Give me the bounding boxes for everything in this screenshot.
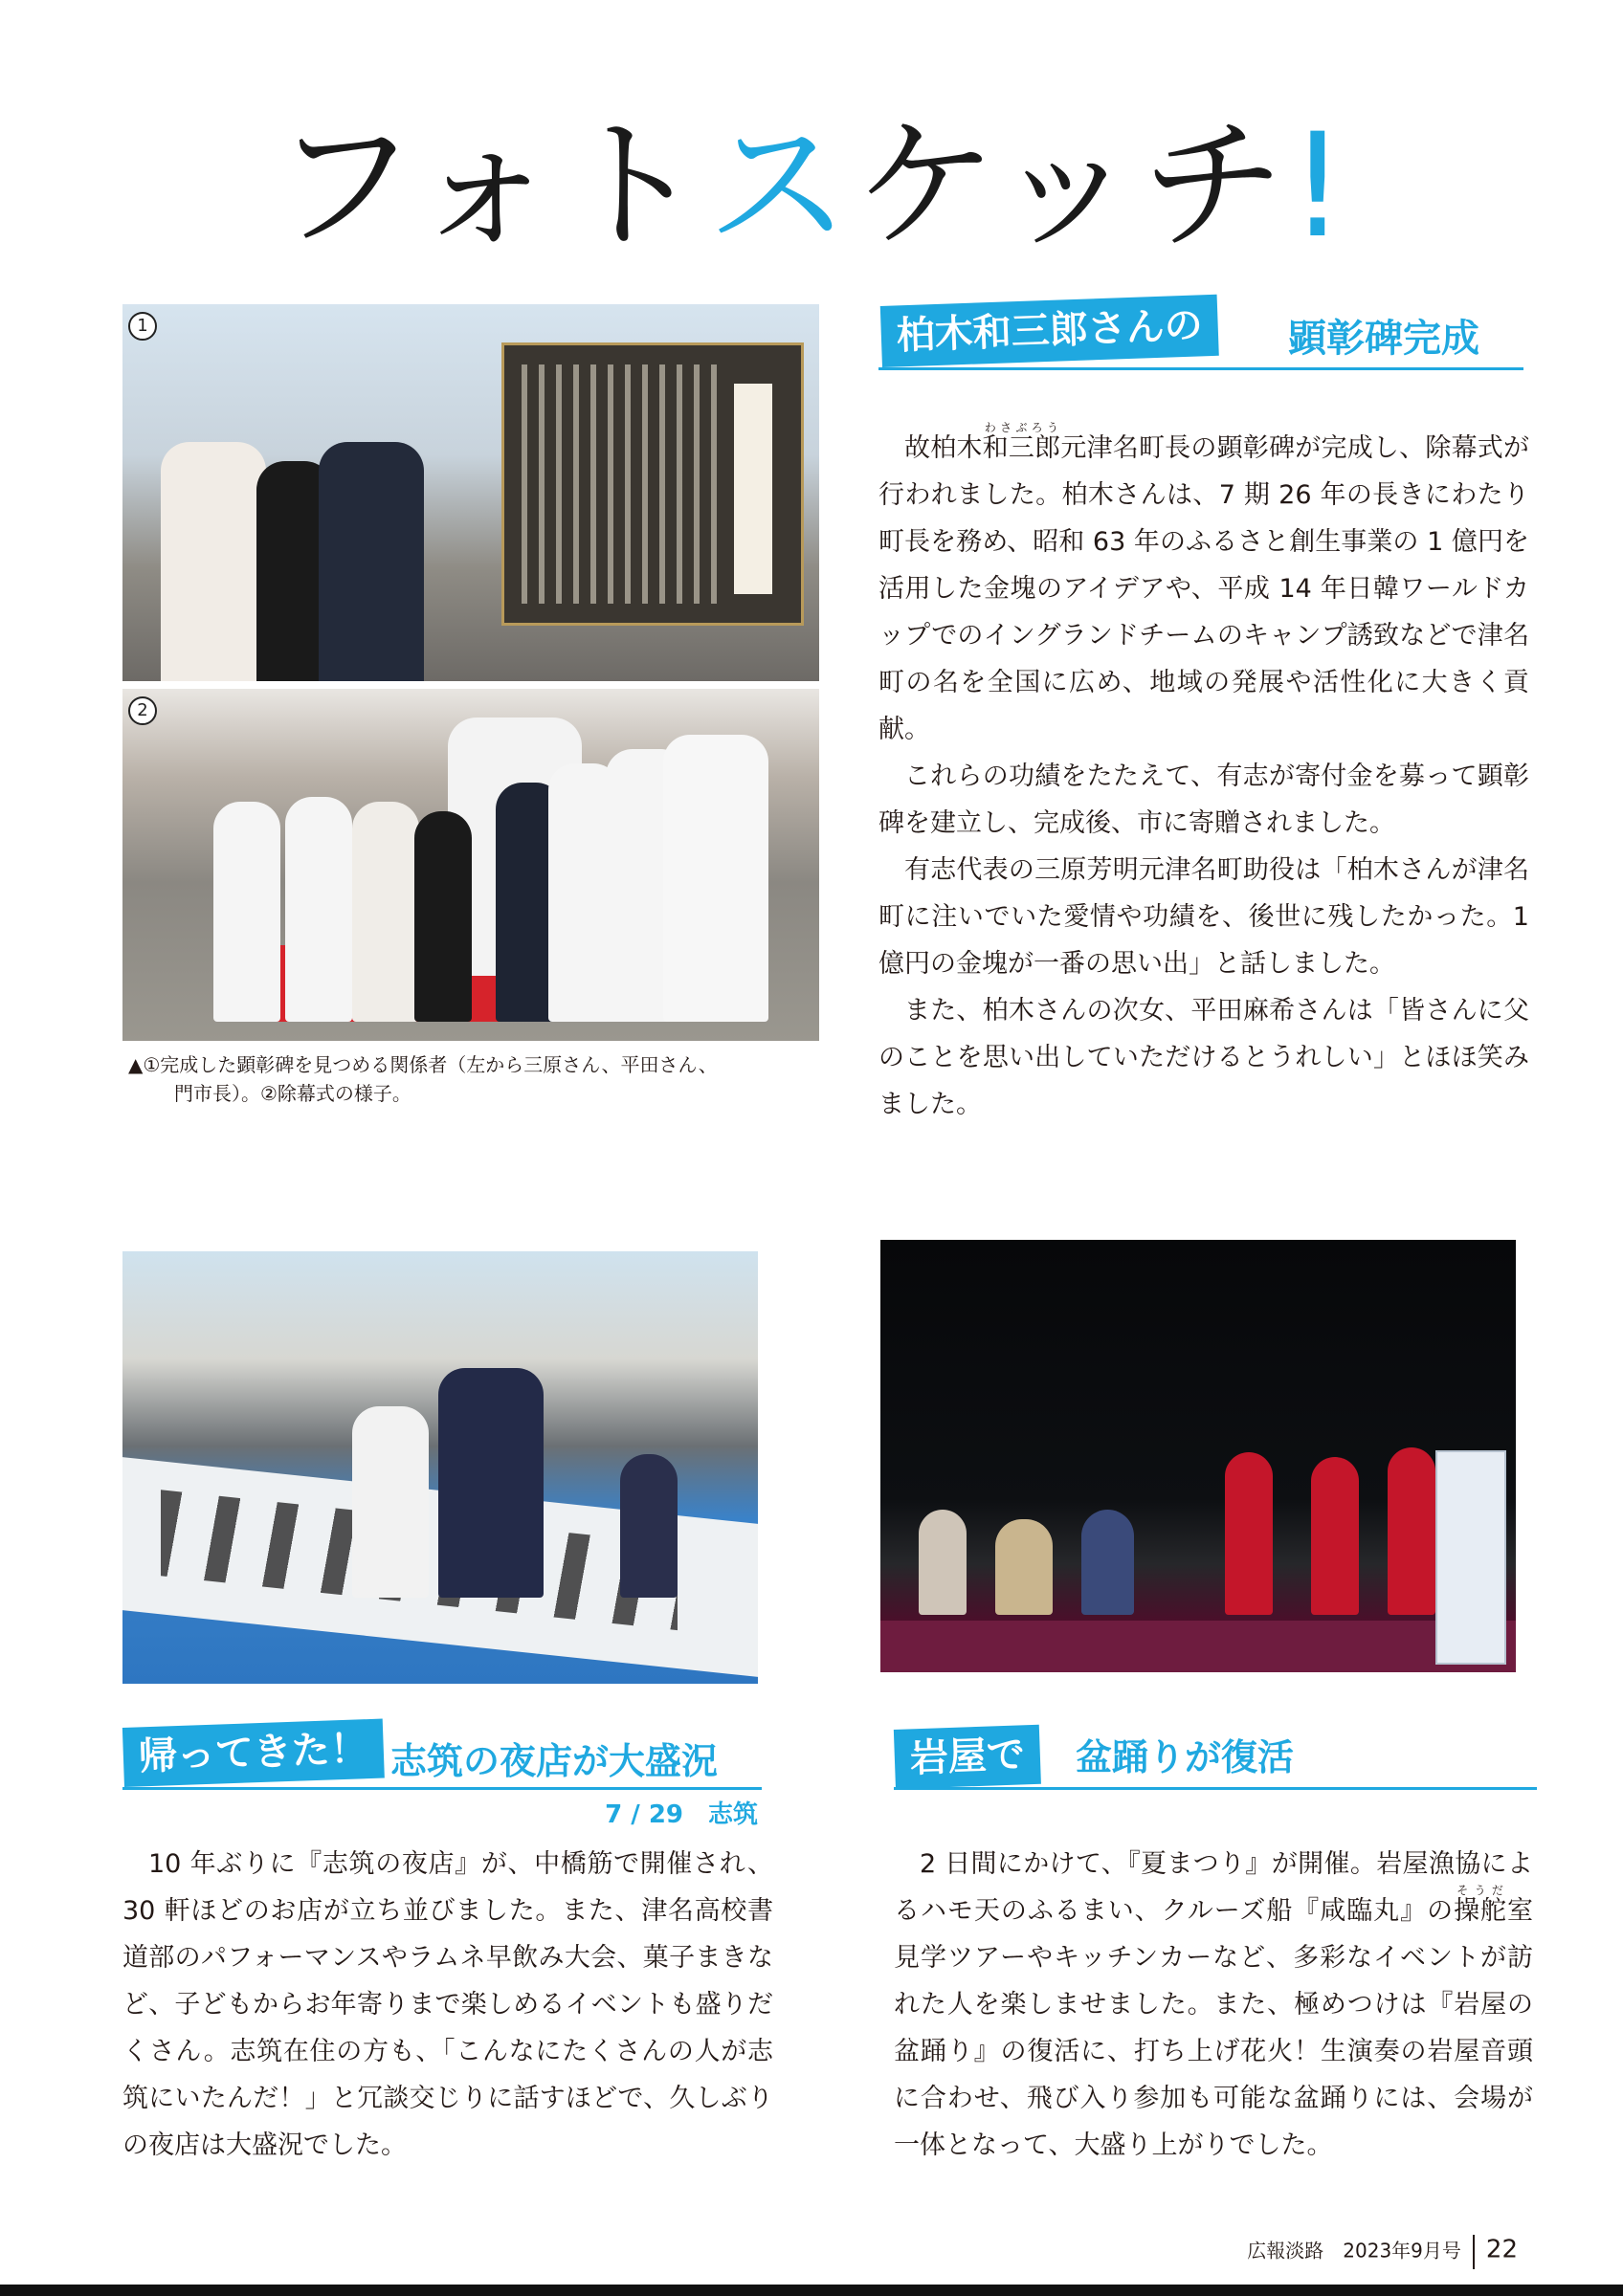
article1-subtitle: 顕彰碑完成 (1288, 317, 1479, 361)
article1-body (878, 421, 1529, 1128)
ruby-wasaburo (982, 421, 1061, 463)
bottom-edge-line (0, 2285, 1623, 2296)
person-figure (213, 802, 280, 1022)
article2-paragraph-1: 10 年ぶりに『志筑の夜店』が、中橋筋で開催され、30 軒ほどのお店が立ち並びました。また、津名高校書道部のパフォーマンスやラムネ早飲み大会、菓子まきなど、子どもからお年寄りまで楽しめるイベントも盛りだくさん。志筑在住の方も、「こんなにたくさんの人が志筑にいたんだ！」と冗談交じりに話すほどで、久しぶりの夜店は大盛況でした。 (122, 1849, 773, 2160)
article2-rule (122, 1787, 762, 1790)
photo-caption (128, 1050, 827, 1108)
stage-banner (1435, 1450, 1506, 1665)
photo-unveiling-ceremony (122, 689, 819, 1041)
photo-bon-odori-stage (880, 1240, 1516, 1672)
title-suffix: ケッチ (854, 103, 1289, 270)
caption-line-2: 門市長）。②除幕式の様子。 (174, 1082, 411, 1105)
title-accent: ス (706, 103, 855, 270)
person-figure (352, 1406, 429, 1598)
person-figure (995, 1519, 1053, 1615)
article3-p1-post: 室見学ツアーやキッチンカーなど、多彩なイベントが訪れた人を楽しませました。また、極めつけは『岩屋の盆踊り』の復活に、打ち上げ花火！生演奏の岩屋音頭に合わせ、飛び入り参加も可能な盆踊りには、会場が一体となって、大盛り上がりでした。 (894, 1896, 1534, 2160)
caption-line-1: ▲①完成した顕彰碑を見つめる関係者（左から三原さん、平田さん、 (128, 1053, 718, 1076)
footer-divider (1473, 2235, 1475, 2269)
person-figure (663, 735, 768, 1022)
ruby-base: 和三郎 (982, 433, 1061, 463)
photo-monument-viewing (122, 304, 819, 681)
title-mark: ! (1288, 103, 1350, 270)
person-figure (438, 1368, 544, 1598)
ruby-text: そうだ (1454, 1884, 1507, 1897)
article2-date: 7 / 29 志筑 (605, 1800, 758, 1829)
person-figure (161, 442, 266, 681)
person-figure (414, 811, 472, 1022)
article2-body (122, 1841, 773, 2169)
ruby-text: わさぶろう (982, 421, 1061, 434)
title-prefix: フォト (273, 103, 707, 270)
article1-paragraph-3: 有志代表の三原芳明元津名町助役は「柏木さんが津名町に注いでいた愛情や功績を、後世に残したかった。1 億円の金塊が一番の思い出」と話しました。 (878, 855, 1529, 979)
article1-p1-pre: 故柏木 (904, 433, 983, 463)
person-figure (319, 442, 424, 681)
stage-skirt (880, 1621, 1516, 1672)
page-title (0, 91, 1623, 282)
person-figure (1081, 1510, 1134, 1615)
person-figure (1388, 1447, 1435, 1615)
page-number: 22 (1485, 2235, 1518, 2264)
article1-paragraph-2: これらの功績をたたえて、有志が寄付金を募って顕彰碑を建立し、完成後、市に寄贈されました。 (878, 762, 1529, 838)
person-figure (620, 1454, 678, 1598)
monument-shape (501, 342, 804, 626)
article1-paragraph-1 (878, 421, 1529, 753)
monument-plaque (734, 384, 772, 594)
article3-paragraph-1 (894, 1841, 1533, 2169)
article1-rule (878, 367, 1523, 370)
photo-calligraphy-performance (122, 1251, 758, 1684)
article2-tag: 帰ってきた！ (122, 1719, 385, 1787)
ruby-base: 操舵 (1454, 1896, 1508, 1926)
article3-tag: 岩屋で (894, 1725, 1041, 1789)
page-footer (1247, 2235, 1518, 2269)
article3-body (894, 1841, 1533, 2169)
person-figure (919, 1510, 967, 1615)
article2-subtitle: 志筑の夜店が大盛況 (390, 1740, 719, 1782)
person-figure (1225, 1452, 1273, 1615)
person-figure (1311, 1457, 1359, 1615)
article3-p1-pre: 2 日間にかけて、『夏まつり』が開催。岩屋漁協によるハモ天のふるまい、クルーズ船『咸臨丸』の (894, 1849, 1533, 1926)
article3-subtitle: 盆踊りが復活 (1076, 1736, 1295, 1778)
article1-paragraph-4: また、柏木さんの次女、平田麻希さんは「皆さんに父のことを思い出していただけるとうれしい」とほほ笑みました。 (878, 996, 1529, 1119)
ruby-souda (1454, 1884, 1508, 1926)
article1-p1-post: 元津名町長の顕彰碑が完成し、除幕式が行われました。柏木さんは、7 期 26 年の長きにわたり町長を務め、昭和 63 年のふるさと創生事業の 1 億円を活用した金塊のアイデアや、平成 14 年日韓ワールドカップでのイングランドチームのキャンプ誘致などで津名町の名を全国に広め、地域の発展や活性化に大きく貢献。 (878, 433, 1530, 744)
footer-publication: 広報淡路 2023年9月号 (1247, 2239, 1461, 2263)
person-figure (285, 797, 352, 1022)
article3-rule (894, 1787, 1537, 1790)
person-figure (352, 802, 419, 1022)
photo-number-2: 2 (128, 696, 157, 725)
article1-tag: 柏木和三郎さんの (880, 295, 1219, 367)
photo-number-1: 1 (128, 312, 157, 341)
